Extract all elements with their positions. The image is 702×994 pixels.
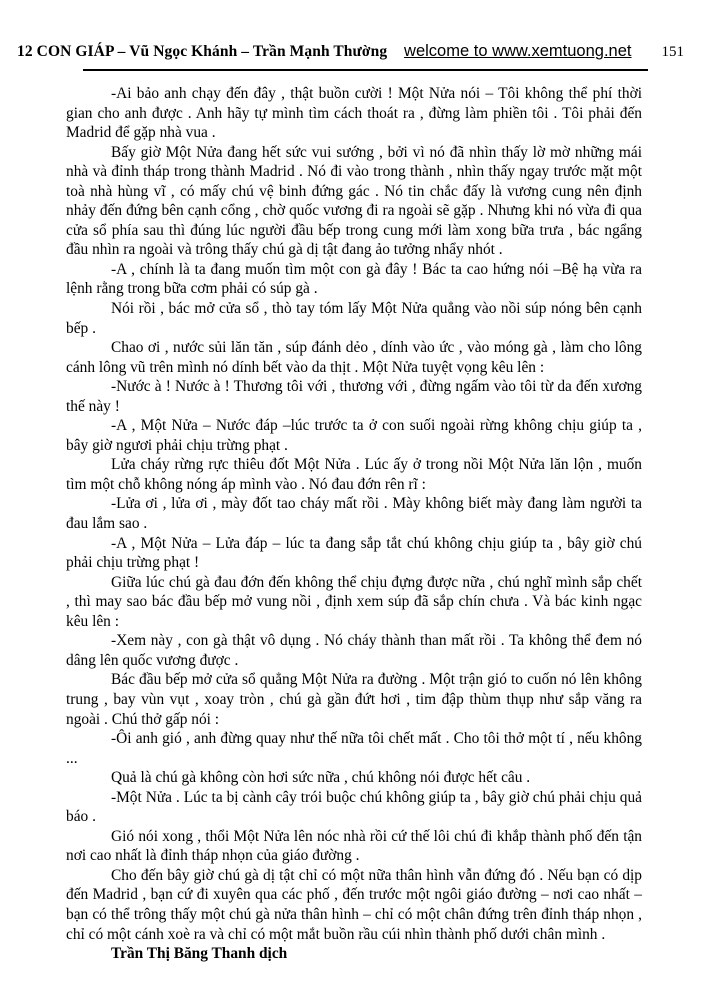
page-header [17, 42, 684, 61]
story-text [66, 84, 642, 964]
translator-credit: Trần Thị Băng Thanh dịch [111, 945, 288, 963]
story-paragraph: Chao ơi , nước sủi lăn tăn , súp đánh dẻo , dính vào ức , vào móng gà , làm cho lông cánh lông vũ trên mình nó dính bết vào da thịt . Một Nửa tuyệt vọng kêu lên : [66, 339, 642, 376]
story-paragraph: -A , chính là ta đang muốn tìm một con gà đây ! Bác ta cao hứng nói –Bệ hạ vừa ra lệnh rằng trong bữa cơm phải có súp gà . [66, 260, 642, 298]
page-number: 151 [661, 44, 684, 60]
story-paragraph: -Một Nửa . Lúc ta bị cành cây trói buộc chú không giúp ta , bây giờ chú phải chịu quả báo . [66, 788, 642, 826]
story-paragraph: -Nước à ! Nước à ! Thương tôi với , thương với , đừng ngấm vào tôi từ da đến xương thế này ! [66, 378, 642, 415]
story-paragraph: -Ôi anh gió , anh đừng quay như thế nữa tôi chết mất . Cho tôi thở một tí , nếu không ... [66, 730, 642, 767]
header-divider [83, 69, 648, 71]
story-paragraph: -Ai bảo anh chạy đến đây , thật buồn cười ! Một Nửa nói – Tôi không thể phí thời gian cho anh được . Anh hãy tự mình tìm cách thoát ra , đừng làm phiền tôi . Tôi phải đến Madrid để gặp nhà vua . [66, 85, 642, 142]
story-paragraph: Bác đầu bếp mở cửa sổ quẳng Một Nửa ra đường . Một trận gió to cuốn nó lên không trung , bay vùn vụt , xoay tròn , chú gà gần đứt hơi , tim đập thùm thụp như sắp văng ra ngoài . Chú thở gấp nói : [66, 671, 642, 728]
story-paragraph: -Xem này , con gà thật vô dụng . Nó cháy thành than mất rồi . Ta không thể đem nó dâng lên quốc vương được . [66, 632, 642, 669]
website-link[interactable]: welcome to www.xemtuong.net [404, 42, 632, 60]
story-paragraph: -Lửa ơi , lửa ơi , mày đốt tao cháy mất rồi . Mày không biết mày đang làm người ta đau lắm sao . [66, 495, 642, 533]
story-paragraph: Nói rồi , bác mở cửa sổ , thò tay tóm lấy Một Nửa quẳng vào nồi súp nóng bên cạnh bếp . [66, 300, 642, 337]
story-paragraph: Gió nói xong , thổi Một Nửa lên nóc nhà rồi cứ thế lôi chú đi khắp thành phố đến tận nơi cao nhất là đỉnh tháp nhọn của giáo đường . [66, 827, 642, 865]
story-paragraph: -A , Một Nửa – Nước đáp –lúc trước ta ở con suối ngoài rừng không chịu giúp ta , bây giờ ngươi phải chịu trừng phạt . [66, 417, 642, 454]
story-paragraph: Bấy giờ Một Nửa đang hết sức vui sướng , bởi vì nó đã nhìn thấy lờ mờ những mái nhà và đỉnh tháp trong thành Madrid . Nó đi vào trong thành , nhìn thấy ngay trước mặt một toà nhà hùng vĩ , có mấy chú vệ binh đứng gác . Nó tin chắc đấy là vương cung nên định nhảy đến đứng bên cạnh cổng , chờ quốc vương đi ra ngoài sẽ gặp . Nhưng khi nó vừa đi qua cửa sổ phía sau thì đúng lúc người đầu bếp trong cung mới làm xong bữa trưa , bác ngẩng đầu nhìn ra ngoài và trông thấy chú gà dị tật đang ảo tưởng nhẩy nhót . [66, 143, 642, 259]
story-paragraph: Quả là chú gà không còn hơi sức nữa , chú không nói được hết câu . [111, 769, 531, 787]
story-paragraph: Lửa cháy rừng rực thiêu đốt Một Nửa . Lúc ấy ở trong nồi Một Nửa lăn lộn , muốn tìm một chỗ không nóng áp mình vào . Nó đau đớn rên rĩ : [66, 456, 642, 493]
story-paragraph: -A , Một Nửa – Lửa đáp – lúc ta đang sắp tắt chú không chịu giúp ta , bây giờ chú phải chịu trừng phạt ! [66, 534, 642, 572]
book-title: 12 CON GIÁP – Vũ Ngọc Khánh – Trần Mạnh Thường [17, 43, 388, 60]
story-paragraph: Cho đến bây giờ chú gà dị tật chỉ có một nữa thân hình vẫn đứng đó . Nếu bạn có dịp đến Madrid , bạn cứ đi xuyên qua các phố , đến trước một ngôi giáo đường – nơi cao nhất – bạn có thể trông thấy một chú gà nửa thân hình – chỉ có một chân đứng trên đỉnh tháp nhọn , chỉ có một cánh xoè ra và chỉ có một mắt buồn rầu cúi nhìn thành phố dưới chân mình . [66, 866, 642, 943]
story-paragraph: Giữa lúc chú gà đau đớn đến không thể chịu đựng được nữa , chú nghĩ mình sắp chết , thì may sao bác đầu bếp mở vung nồi , định xem súp đã sắp chín chưa . Và bác kinh ngạc kêu lên : [66, 573, 642, 630]
